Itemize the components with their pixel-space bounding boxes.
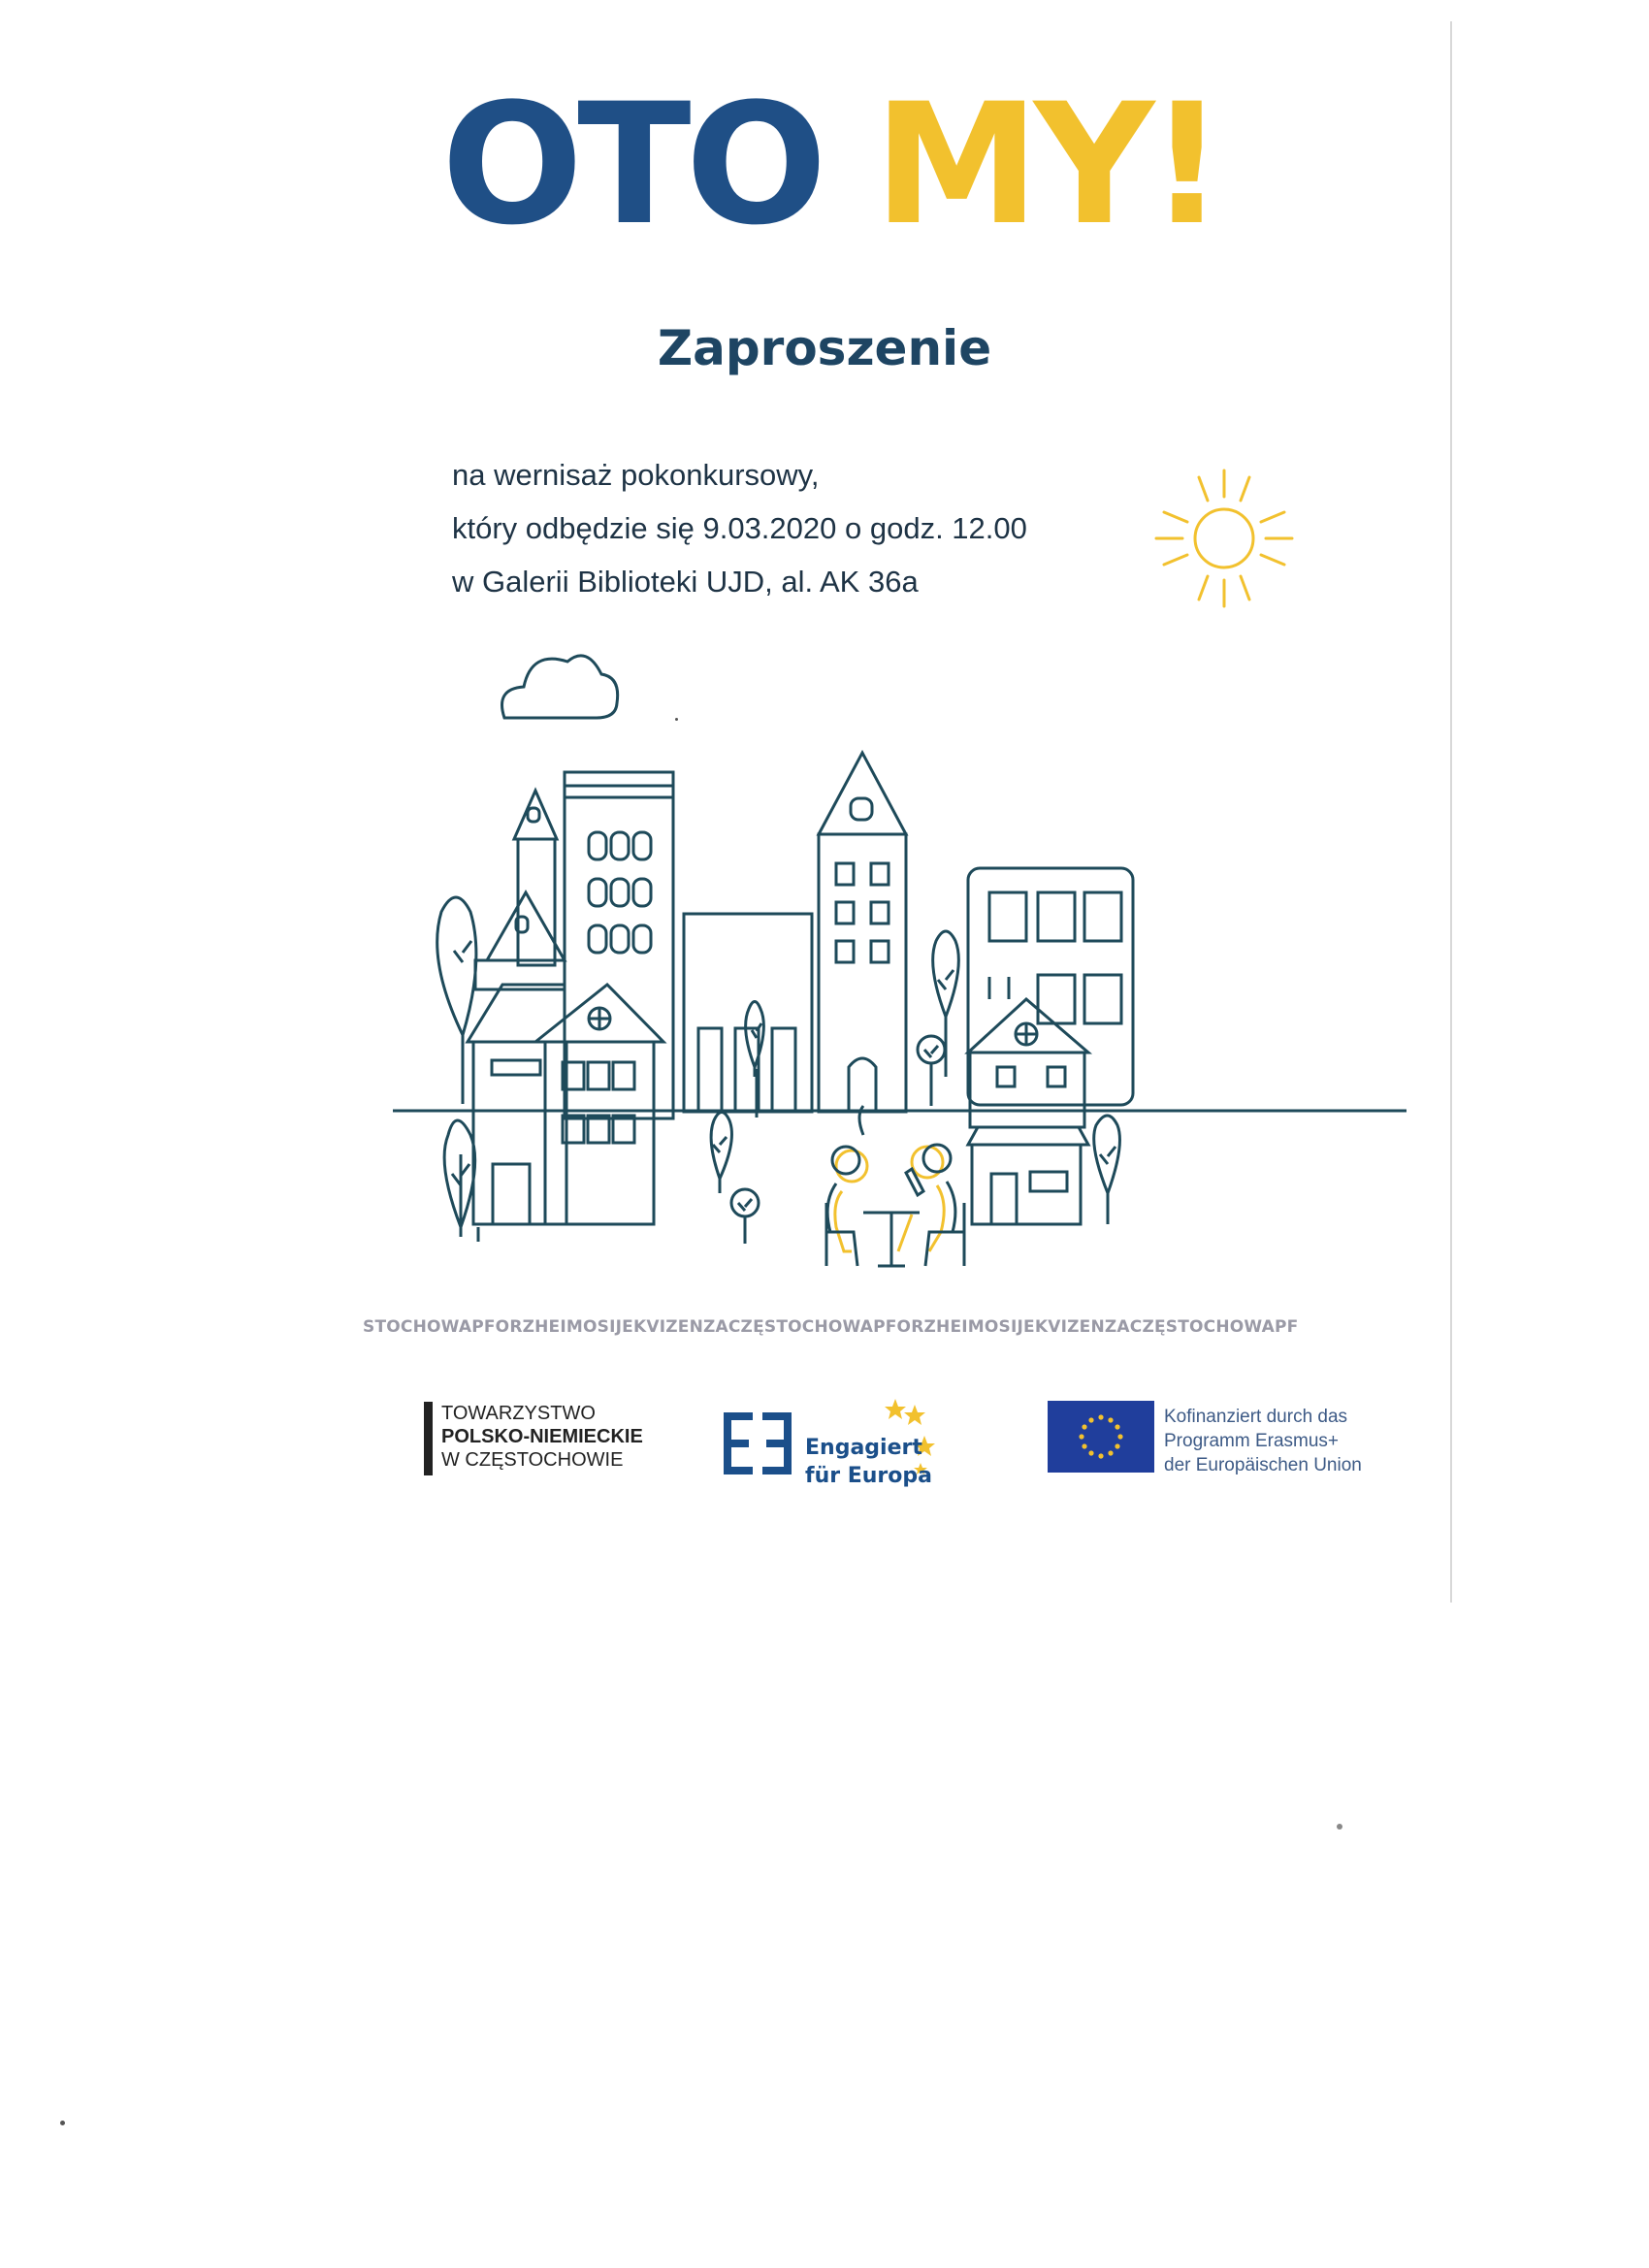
logo-engagiert (718, 1397, 980, 1489)
subtitle-invitation: Zaproszenie (657, 320, 992, 376)
logo-towarzystwo-text (441, 1402, 643, 1472)
page-title (441, 68, 1219, 262)
logo-engagiert-line-2: für Europa (805, 1464, 932, 1488)
scan-speck (1337, 1824, 1342, 1830)
ticker-strip: STOCHOWAPFORZHEIMOSIJEKVIZENZACZĘSTOCHOWAPFORZHEIMOSIJEKVIZENZACZĘSTOCHOWAPF (363, 1317, 1299, 1337)
scan-speck (60, 2121, 65, 2125)
logo-engagiert-line-1: Engagiert (805, 1436, 922, 1460)
logo-erasmus (1048, 1395, 1416, 1492)
title-oto: OTO (441, 67, 822, 262)
logo-erasmus-line-2: Programm Erasmus+ (1164, 1431, 1340, 1451)
city-skyline-icon (393, 753, 1406, 1244)
logo-towarzystwo-line-1: TOWARZYSTWO (441, 1403, 596, 1424)
logo-erasmus-line-1: Kofinanziert durch das (1164, 1407, 1348, 1427)
logo-towarzystwo (424, 1402, 647, 1479)
logo-engagiert-text (805, 1434, 932, 1490)
sun-icon (1156, 470, 1292, 606)
invitation-line-1: na wernisaż pokonkursowy, (452, 458, 820, 492)
eu-flag-icon (1048, 1401, 1154, 1473)
logo-erasmus-text (1164, 1405, 1362, 1477)
cloud-icon (502, 656, 618, 718)
logo-towarzystwo-bar (424, 1402, 433, 1475)
logo-towarzystwo-line-2: POLSKO-NIEMIECKIE (441, 1426, 643, 1447)
logo-erasmus-line-3: der Europäischen Union (1164, 1455, 1362, 1475)
people-at-table-icon (826, 1145, 964, 1266)
scan-edge-line (1450, 21, 1452, 1603)
city-illustration (388, 456, 1436, 1300)
invitation-line-3: w Galerii Biblioteki UJD, al. AK 36a (452, 565, 919, 599)
scan-speck (675, 718, 678, 721)
invitation-line-2: który odbędzie się 9.03.2020 o godz. 12.00 (452, 511, 1027, 545)
logo-towarzystwo-line-3: W CZĘSTOCHOWIE (441, 1449, 624, 1471)
engagiert-mark-icon (718, 1397, 805, 1489)
title-my: MY! (873, 67, 1219, 262)
